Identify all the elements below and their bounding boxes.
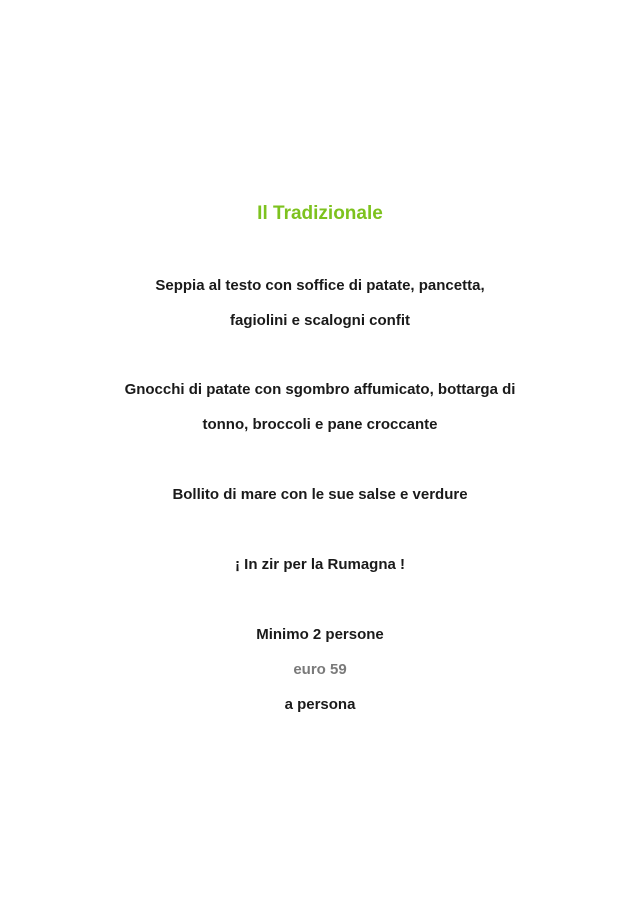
minimum-persons: Minimo 2 persone [256, 626, 384, 643]
motto: ¡ In zir per la Rumagna ! [234, 556, 406, 573]
price: euro 59 [293, 661, 347, 678]
dish-2-line-1: Gnocchi di patate con sgombro affumicato, bottarga di [124, 381, 516, 398]
per-person: a persona [284, 696, 356, 713]
dish-3: Bollito di mare con le sue salse e verdure [172, 486, 468, 503]
dish-1-line-1: Seppia al testo con soffice di patate, pancetta, [155, 277, 485, 294]
menu-title: Il Tradizionale [257, 203, 383, 224]
dish-1-line-2: fagiolini e scalogni confit [229, 312, 410, 329]
dish-2-line-2: tonno, broccoli e pane croccante [202, 416, 438, 433]
